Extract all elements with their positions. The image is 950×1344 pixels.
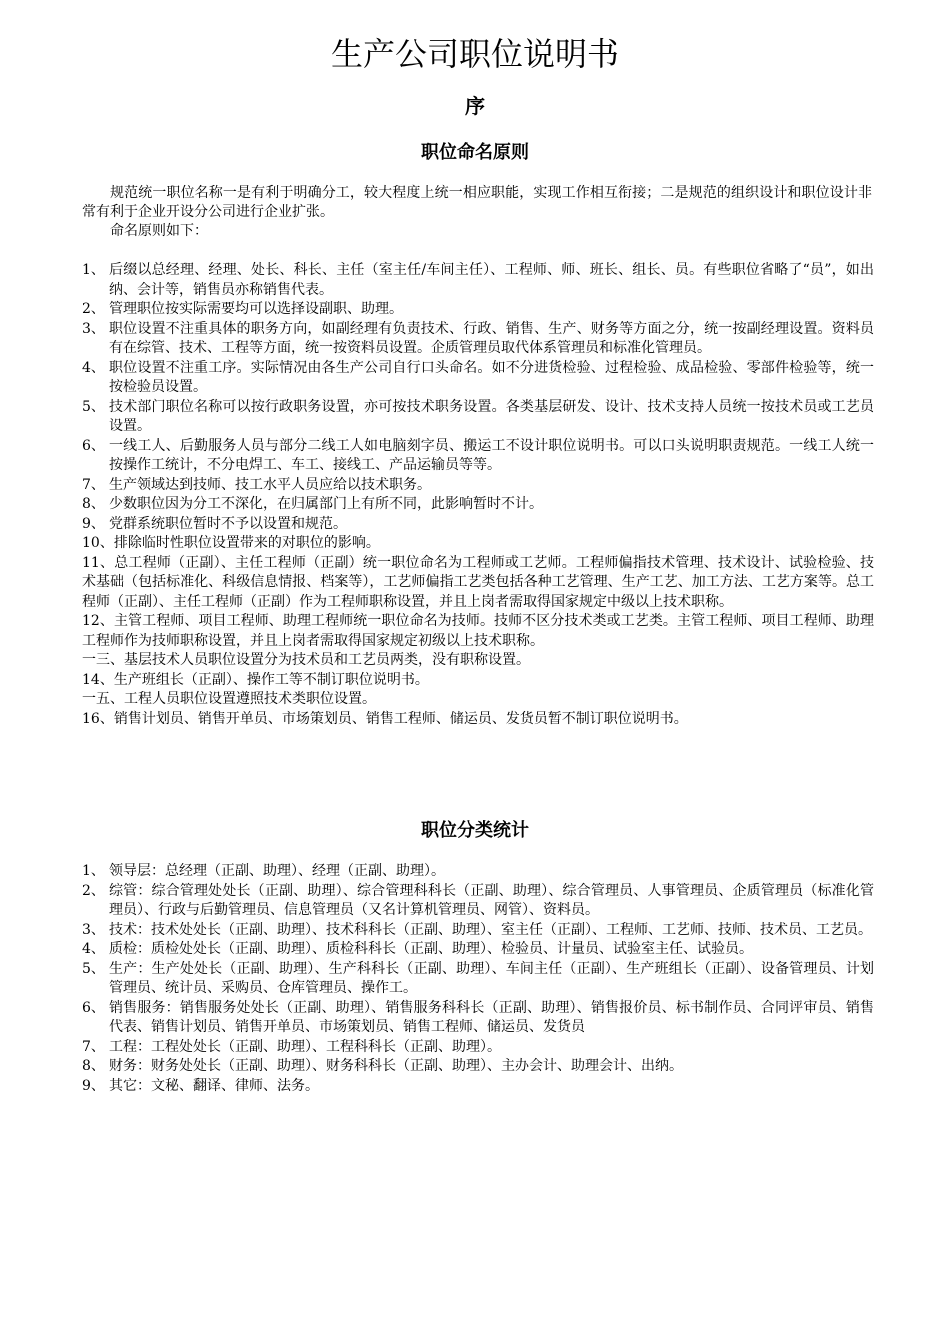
list-item bbox=[82, 476, 874, 496]
list-item: 一三、基层技术人员职位设置分为技术员和工艺员两类，没有职称设置。 bbox=[82, 652, 530, 668]
list-item bbox=[82, 495, 874, 515]
list-item-text: 管理职位按实际需要均可以选择设副职、助理。 bbox=[109, 301, 403, 317]
list-item-text: 技术部门职位名称可以按行政职务设置，亦可按技术职务设置。各类基层研发、设计、技术支持人员统一按技术员或工艺员设置。 bbox=[109, 398, 874, 434]
list-item-text: 职位设置不注重工序。实际情况由各生产公司自行口头命名。如不分进货检验、过程检验、成品检验、零部件检验等，统一按检验员设置。 bbox=[109, 359, 874, 395]
section-heading-naming-principles: 职位命名原则 bbox=[421, 142, 529, 163]
list-item-number: 6、 bbox=[82, 437, 105, 454]
list-item-text: 财务：财务处处长（正副、助理）、财务科科长（正副、助理）、主办会计、助理会计、出纳。 bbox=[109, 1058, 683, 1074]
list-item-number: 4、 bbox=[82, 941, 105, 957]
list-item-text: 后缀以总经理、经理、处长、科长、主任（室主任/车间主任）、工程师、师、班长、组长、员。有些职位省略了“员”，如出纳、会计等，销售员亦称销售代表。 bbox=[109, 262, 874, 298]
list-item-text: 其它：文秘、翻译、律师、法务。 bbox=[109, 1077, 319, 1094]
list-item-number: 8、 bbox=[82, 1058, 105, 1074]
classification-list bbox=[82, 862, 874, 1096]
list-item bbox=[82, 921, 874, 941]
list-item-text: 工程：工程处处长（正副、助理）、工程科科长（正副、助理）。 bbox=[109, 1038, 501, 1055]
list-item-text: 技术：技术处处长（正副、助理）、技术科科长（正副、助理）、室主任（正副）、工程师、工艺师、技师、技术员、工艺员。 bbox=[109, 921, 872, 938]
list-item-number: 8、 bbox=[82, 496, 105, 512]
list-item bbox=[82, 999, 874, 1038]
list-item-number: 7、 bbox=[82, 1038, 105, 1055]
list-item: 10、排除临时性职位设置带来的对职位的影响。 bbox=[82, 535, 380, 551]
list-item bbox=[82, 862, 874, 882]
list-item-number: 5、 bbox=[82, 398, 105, 415]
list-item bbox=[82, 940, 874, 960]
list-item-text: 党群系统职位暂时不予以设置和规范。 bbox=[109, 515, 347, 532]
list-item-number: 9、 bbox=[82, 1077, 105, 1094]
list-item-number: 3、 bbox=[82, 320, 105, 337]
list-item-number: 7、 bbox=[82, 476, 105, 493]
list-item-number: 4、 bbox=[82, 359, 105, 376]
list-item bbox=[82, 300, 874, 320]
list-item bbox=[82, 1077, 874, 1097]
list-item-text: 领导层：总经理（正副、助理）、经理（正副、助理）。 bbox=[109, 863, 445, 879]
naming-principles-list bbox=[82, 261, 874, 729]
list-item-number: 5、 bbox=[82, 960, 105, 977]
preface-heading: 序 bbox=[465, 94, 485, 118]
list-item-text: 综管：综合管理处处长（正副、助理）、综合管理科科长（正副、助理）、综合管理员、人事管理员、企质管理员（标准化管理员）、行政与后勤管理员、信息管理员（又名计算机管理员、网管）、资料员。 bbox=[109, 882, 874, 918]
list-item-number: 6、 bbox=[82, 999, 105, 1016]
list-item bbox=[82, 437, 874, 476]
list-item-text: 一线工人、后勤服务人员与部分二线工人如电脑刻字员、搬运工不设计职位说明书。可以口头说明职责规范。一线工人统一按操作工统计，不分电焊工、车工、接线工、产品运输员等等。 bbox=[109, 437, 874, 473]
list-item: 14、生产班组长（正副）、操作工等不制订职位说明书。 bbox=[82, 671, 429, 688]
list-item-number: 1、 bbox=[82, 262, 105, 278]
list-item bbox=[82, 320, 874, 359]
list-item bbox=[82, 882, 874, 921]
list-item: 一五、工程人员职位设置遵照技术类职位设置。 bbox=[82, 691, 376, 707]
list-item-number: 2、 bbox=[82, 882, 105, 899]
section-heading-classification: 职位分类统计 bbox=[421, 820, 529, 841]
list-item: 16、销售计划员、销售开单员、市场策划员、销售工程师、储运员、发货员暂不制订职位说明书。 bbox=[82, 710, 688, 727]
lead-paragraph: 命名原则如下： bbox=[110, 223, 208, 239]
list-item bbox=[82, 261, 874, 300]
list-item: 11、总工程师（正副）、主任工程师（正副）统一职位命名为工程师或工艺师。工程师偏指技术管理、技术设计、试验检验、技术基础（包括标准化、科级信息情报、档案等），工艺师偏指工艺类包括各种工艺管理、生产工艺、加工方法、工艺方案等。总工程师（正副）、主任工程师（正副）作为工程师职称设置，并且上岗者需取得国家规定中级以上技术职称。 bbox=[82, 554, 874, 610]
list-item: 12、主管工程师、项目工程师、助理工程师统一职位命名为技师。技师不区分技术类或工艺类。主管工程师、项目工程师、助理工程师作为技师职称设置，并且上岗者需取得国家规定初级以上技术职称。 bbox=[82, 613, 874, 649]
list-item bbox=[82, 1057, 874, 1077]
list-item-text: 质检：质检处处长（正副、助理）、质检科科长（正副、助理）、检验员、计量员、试验室主任、试验员。 bbox=[109, 941, 753, 957]
list-item-number: 1、 bbox=[82, 863, 105, 879]
list-item bbox=[82, 398, 874, 437]
list-item-number: 2、 bbox=[82, 301, 105, 317]
list-item bbox=[82, 1038, 874, 1058]
list-item bbox=[82, 960, 874, 999]
document-title: 生产公司职位说明书 bbox=[330, 35, 619, 73]
list-item-text: 生产领域达到技师、技工水平人员应给以技术职务。 bbox=[109, 476, 431, 493]
list-item-text: 职位设置不注重具体的职务方向，如副经理有负责技术、行政、销售、生产、财务等方面之分，统一按副经理设置。资料员有在综管、技术、工程等方面，统一按资料员设置。企质管理员取代体系管理员和标准化管理员。 bbox=[109, 320, 874, 356]
list-item-text: 销售服务：销售服务处处长（正副、助理）、销售服务科科长（正副、助理）、销售报价员、标书制作员、合同评审员、销售代表、销售计划员、销售开单员、市场策划员、销售工程师、储运员、发货员 bbox=[109, 999, 874, 1035]
list-item-number: 3、 bbox=[82, 921, 105, 938]
list-item-text: 生产：生产处处长（正副、助理）、生产科科长（正副、助理）、车间主任（正副）、生产班组长（正副）、设备管理员、计划管理员、统计员、采购员、仓库管理员、操作工。 bbox=[109, 960, 874, 996]
list-item bbox=[82, 515, 874, 535]
list-item-text: 少数职位因为分工不深化，在归属部门上有所不同，此影响暂时不计。 bbox=[109, 496, 543, 512]
intro-paragraph: 规范统一职位名称一是有利于明确分工，较大程度上统一相应职能，实现工作相互衔接；二是规范的组织设计和职位设计非常有利于企业开设分公司进行企业扩张。 bbox=[82, 185, 872, 220]
list-item bbox=[82, 359, 874, 398]
list-item-number: 9、 bbox=[82, 515, 105, 532]
